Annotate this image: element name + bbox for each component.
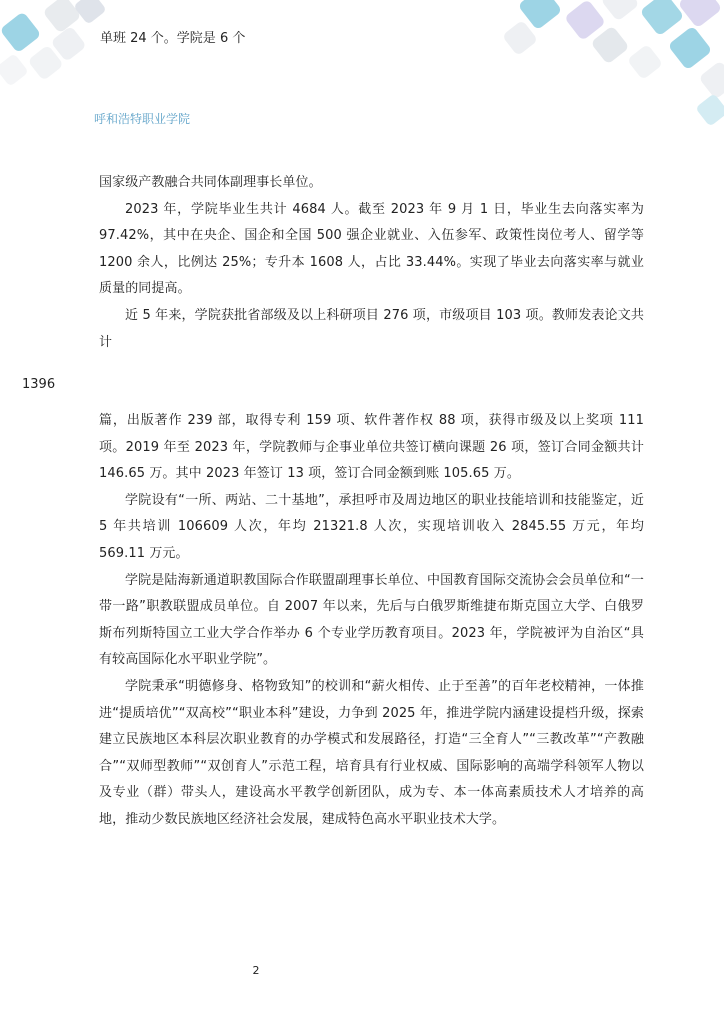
- tile: [695, 93, 724, 127]
- tile: [678, 0, 723, 28]
- tile: [0, 11, 41, 53]
- body-section-upper: [99, 170, 644, 356]
- tile: [600, 0, 639, 22]
- stray-number: 1396: [22, 377, 56, 392]
- paragraph-research-part2: 篇，出版著作 239 部，取得专利 159 项、软件著作权 88 项，获得市级及以上奖项 111 项。2019 年至 2023 年，学院教师与企事业单位共签订横向课题 26 项，签订合同金额共计 146.65 万。其中 2023 年签订 13 项，签订合同金额到账 105.65 万。: [99, 413, 644, 482]
- intro-line: 国家级产教融合共同体副理事长单位。: [99, 175, 322, 190]
- tile: [502, 20, 538, 56]
- paragraph-international: 学院是陆海新通道职教国际合作联盟副理事长单位、中国教育国际交流协会会员单位和“一带一路”职教联盟成员单位。自 2007 年以来，先后与白俄罗斯维捷布斯克国立大学、白俄罗斯布列斯特国立工业大学合作举办 6 个专业学历教育项目。2023 年，学院被评为自治区“具有较高国际化水平职业学院”。: [99, 572, 644, 668]
- paragraph-research-part1: 近 5 年来，学院获批省部级及以上科研项目 276 项，市级项目 103 项。教师发表论文共计: [99, 307, 644, 350]
- body-section-lower: [99, 408, 644, 834]
- tile: [640, 0, 685, 36]
- tile: [627, 44, 663, 80]
- tile: [564, 0, 606, 41]
- continued-text-line: 单班 24 个。学院是 6 个: [100, 31, 246, 46]
- tile: [698, 60, 724, 99]
- tile: [0, 53, 29, 87]
- paragraph-training: 学院设有“一所、两站、二十基地”，承担呼市及周边地区的职业技能培训和技能鉴定，近 5 年共培训 106609 人次，年均 21321.8 人次，实现培训收入 2845.55 万元，年均 569.11 万元。: [99, 492, 644, 561]
- page-number: 2: [252, 964, 260, 977]
- tile: [668, 26, 713, 71]
- tile: [590, 25, 629, 64]
- document-header-title: 呼和浩特职业学院: [94, 112, 191, 126]
- paragraph-graduates: 2023 年，学院毕业生共计 4684 人。截至 2023 年 9 月 1 日，毕业生去向落实率为 97.42%，其中在央企、国企和全国 500 强企业就业、入伍参军、政策性岗位考人、留学等 1200 余人，比例达 25%；专升本 1608 人，占比 33.44%。实现了毕业去向落实率与就业质量的同提高。: [99, 201, 644, 297]
- paragraph-vision: 学院秉承“明德修身、格物致知”的校训和“薪火相传、止于至善”的百年老校精神，一体推进“提质培优”“双高校”“职业本科”建设，力争到 2025 年，推进学院内涵建设提档升级，探索建立民族地区本科层次职业教育的办学模式和发展路径，打造“三全育人”“三教改革”“产教融合”“双师型教师”“双创育人”示范工程，培育具有行业权威、国际影响的高端学科领军人物以及专业（群）带头人，建设高水平教学创新团队，成为专、本一体高素质技术人才培养的高地，推动少数民族地区经济社会发展，建成特色高水平职业技术大学。: [99, 678, 644, 827]
